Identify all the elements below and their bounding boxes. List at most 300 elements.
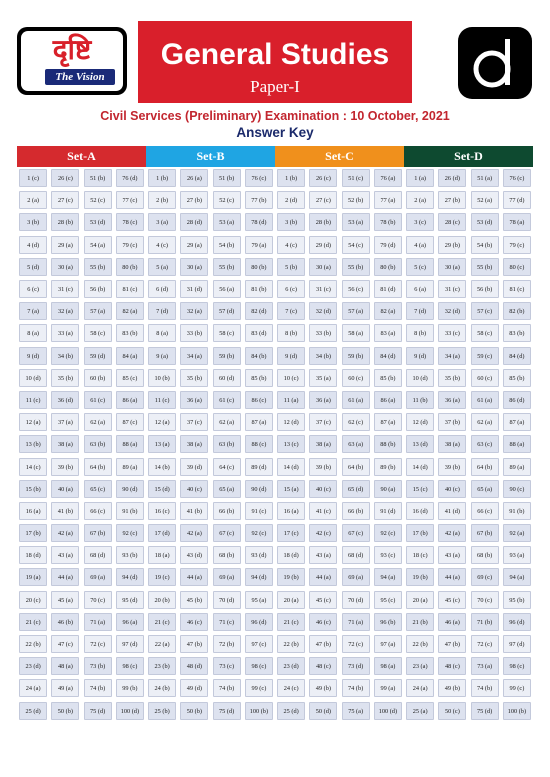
answer-cell-text: 81 (d) bbox=[374, 280, 402, 298]
answer-cell-text: 26 (c) bbox=[51, 169, 79, 187]
answer-cell-text: 4 (d) bbox=[19, 236, 47, 254]
answer-cell-text: 16 (d) bbox=[406, 502, 434, 520]
answer-cell-text: 17 (b) bbox=[406, 524, 434, 542]
answer-cell bbox=[501, 544, 533, 566]
answer-cell-text: 99 (c) bbox=[503, 679, 531, 697]
answer-cell-text: 22 (a) bbox=[148, 635, 176, 653]
answer-cell bbox=[49, 700, 81, 722]
answer-cell-text: 85 (b) bbox=[245, 369, 273, 387]
table-row bbox=[17, 677, 533, 699]
answer-cell bbox=[275, 345, 307, 367]
answer-cell-text: 15 (c) bbox=[406, 480, 434, 498]
answer-cell-text: 89 (b) bbox=[374, 458, 402, 476]
answer-cell-text: 56 (b) bbox=[471, 280, 499, 298]
answer-cell bbox=[275, 589, 307, 611]
answer-cell bbox=[243, 189, 275, 211]
answer-cell bbox=[211, 633, 243, 655]
answer-cell-text: 28 (b) bbox=[309, 213, 337, 231]
answer-cell bbox=[178, 345, 210, 367]
answer-cell-text: 5 (d) bbox=[19, 258, 47, 276]
answer-cell-text: 79 (c) bbox=[116, 236, 144, 254]
answer-cell-text: 15 (a) bbox=[277, 480, 305, 498]
answer-cell bbox=[372, 633, 404, 655]
answer-cell bbox=[404, 411, 436, 433]
answer-cell-text: 48 (d) bbox=[180, 657, 208, 675]
answer-cell-text: 77 (c) bbox=[116, 191, 144, 209]
answer-cell-text: 95 (c) bbox=[374, 591, 402, 609]
answer-cell bbox=[243, 633, 275, 655]
answer-cell bbox=[469, 389, 501, 411]
answer-cell-text: 7 (a) bbox=[19, 302, 47, 320]
answer-cell-text: 65 (a) bbox=[471, 480, 499, 498]
answer-cell-text: 69 (a) bbox=[342, 568, 370, 586]
answer-cell bbox=[243, 544, 275, 566]
answer-cell-text: 50 (c) bbox=[438, 702, 466, 720]
answer-cell-text: 95 (b) bbox=[503, 591, 531, 609]
answer-cell-text: 9 (a) bbox=[148, 347, 176, 365]
answer-cell-text: 57 (a) bbox=[84, 302, 112, 320]
answer-cell bbox=[340, 278, 372, 300]
answer-cell bbox=[211, 211, 243, 233]
answer-cell-text: 97 (d) bbox=[116, 635, 144, 653]
answer-cell bbox=[469, 256, 501, 278]
answer-cell bbox=[17, 345, 49, 367]
answer-cell-text: 48 (c) bbox=[309, 657, 337, 675]
answer-cell-text: 25 (d) bbox=[19, 702, 47, 720]
answer-cell-text: 70 (c) bbox=[84, 591, 112, 609]
answer-cell-text: 30 (a) bbox=[309, 258, 337, 276]
answer-cell-text: 22 (b) bbox=[406, 635, 434, 653]
answer-cell-text: 73 (b) bbox=[84, 657, 112, 675]
answer-cell bbox=[275, 411, 307, 433]
answer-cell bbox=[404, 322, 436, 344]
answer-cell bbox=[340, 455, 372, 477]
answer-cell-text: 86 (a) bbox=[116, 391, 144, 409]
answer-cell-text: 40 (c) bbox=[180, 480, 208, 498]
answer-cell bbox=[243, 611, 275, 633]
answer-cell-text: 85 (b) bbox=[503, 369, 531, 387]
answer-cell bbox=[146, 700, 178, 722]
answer-cell-text: 27 (c) bbox=[51, 191, 79, 209]
answer-cell-text: 26 (d) bbox=[438, 169, 466, 187]
answer-cell-text: 71 (c) bbox=[213, 613, 241, 631]
answer-cell bbox=[275, 167, 307, 189]
answer-cell bbox=[82, 189, 114, 211]
answer-cell bbox=[307, 367, 339, 389]
answer-cell-text: 41 (b) bbox=[51, 502, 79, 520]
answer-cell bbox=[501, 300, 533, 322]
answer-cell-text: 94 (a) bbox=[503, 568, 531, 586]
answer-cell bbox=[17, 322, 49, 344]
answer-cell-text: 50 (d) bbox=[309, 702, 337, 720]
answer-cell-text: 58 (a) bbox=[342, 324, 370, 342]
answer-cell-text: 90 (d) bbox=[245, 480, 273, 498]
answer-cell-text: 36 (a) bbox=[309, 391, 337, 409]
set-a-header: Set-A bbox=[17, 146, 146, 167]
answer-cell-text: 81 (b) bbox=[245, 280, 273, 298]
answer-cell-text: 76 (c) bbox=[503, 169, 531, 187]
answer-cell bbox=[178, 322, 210, 344]
answer-cell bbox=[211, 522, 243, 544]
answer-cell bbox=[82, 478, 114, 500]
answer-cell bbox=[275, 189, 307, 211]
answer-cell bbox=[49, 300, 81, 322]
answer-cell-text: 84 (b) bbox=[245, 347, 273, 365]
answer-cell bbox=[469, 278, 501, 300]
answer-cell bbox=[146, 234, 178, 256]
answer-cell-text: 29 (a) bbox=[180, 236, 208, 254]
answer-cell bbox=[146, 411, 178, 433]
answer-cell bbox=[501, 566, 533, 588]
table-row bbox=[17, 455, 533, 477]
answer-cell bbox=[243, 478, 275, 500]
answer-cell bbox=[146, 322, 178, 344]
answer-cell-text: 7 (d) bbox=[148, 302, 176, 320]
answer-cell-text: 35 (a) bbox=[309, 369, 337, 387]
answer-cell bbox=[404, 633, 436, 655]
answer-cell bbox=[178, 655, 210, 677]
answer-cell bbox=[436, 167, 468, 189]
answer-cell bbox=[17, 566, 49, 588]
answer-cell bbox=[436, 455, 468, 477]
answer-cell-text: 17 (d) bbox=[148, 524, 176, 542]
answer-cell-text: 49 (b) bbox=[438, 679, 466, 697]
table-row bbox=[17, 544, 533, 566]
answer-cell-text: 52 (b) bbox=[342, 191, 370, 209]
answer-cell bbox=[404, 522, 436, 544]
answer-cell-text: 52 (c) bbox=[84, 191, 112, 209]
answer-cell bbox=[114, 544, 146, 566]
answer-cell-text: 96 (d) bbox=[245, 613, 273, 631]
answer-cell-text: 94 (a) bbox=[374, 568, 402, 586]
answer-cell-text: 2 (a) bbox=[19, 191, 47, 209]
answer-cell bbox=[17, 367, 49, 389]
answer-cell-text: 48 (c) bbox=[438, 657, 466, 675]
answer-cell bbox=[307, 655, 339, 677]
answer-cell-text: 44 (a) bbox=[180, 568, 208, 586]
answer-cell-text: 12 (a) bbox=[148, 413, 176, 431]
answer-cell bbox=[211, 478, 243, 500]
answer-cell bbox=[49, 211, 81, 233]
exam-line: Civil Services (Preliminary) Examination : 10 October, 2021 bbox=[100, 109, 450, 123]
answer-cell-text: 58 (c) bbox=[84, 324, 112, 342]
header bbox=[0, 0, 550, 140]
answer-cell bbox=[49, 544, 81, 566]
answer-cell-text: 56 (c) bbox=[342, 280, 370, 298]
answer-cell-text: 65 (a) bbox=[213, 480, 241, 498]
answer-cell-text: 39 (b) bbox=[438, 458, 466, 476]
answer-cell bbox=[501, 367, 533, 389]
answer-cell-text: 20 (b) bbox=[148, 591, 176, 609]
answer-cell bbox=[178, 278, 210, 300]
answer-cell-text: 80 (b) bbox=[245, 258, 273, 276]
page-title: General Studies bbox=[160, 38, 390, 71]
answer-cell bbox=[469, 611, 501, 633]
answer-cell bbox=[243, 677, 275, 699]
answer-cell bbox=[340, 367, 372, 389]
answer-cell-text: 90 (a) bbox=[374, 480, 402, 498]
answer-cell bbox=[243, 256, 275, 278]
answer-cell-text: 66 (c) bbox=[84, 502, 112, 520]
answer-cell-text: 11 (a) bbox=[277, 391, 305, 409]
answer-cell-text: 31 (c) bbox=[309, 280, 337, 298]
answer-cell bbox=[436, 389, 468, 411]
answer-cell bbox=[243, 589, 275, 611]
answer-cell-text: 88 (a) bbox=[116, 435, 144, 453]
answer-cell bbox=[243, 433, 275, 455]
answer-cell bbox=[82, 278, 114, 300]
answer-cell-text: 82 (a) bbox=[374, 302, 402, 320]
answer-cell bbox=[243, 522, 275, 544]
logo-vision-text: The Vision bbox=[45, 69, 115, 85]
answer-cell bbox=[114, 300, 146, 322]
answer-cell bbox=[469, 411, 501, 433]
answer-cell-text: 9 (d) bbox=[277, 347, 305, 365]
answer-cell-text: 4 (c) bbox=[277, 236, 305, 254]
answer-cell-text: 23 (a) bbox=[406, 657, 434, 675]
answer-cell bbox=[146, 167, 178, 189]
table-row bbox=[17, 345, 533, 367]
answer-cell bbox=[211, 589, 243, 611]
answer-cell bbox=[211, 189, 243, 211]
answer-cell bbox=[436, 433, 468, 455]
answer-cell bbox=[17, 211, 49, 233]
answer-cell bbox=[82, 611, 114, 633]
answer-cell bbox=[372, 211, 404, 233]
answer-cell bbox=[114, 411, 146, 433]
answer-cell bbox=[340, 700, 372, 722]
answer-cell bbox=[275, 256, 307, 278]
answer-cell-text: 96 (d) bbox=[503, 613, 531, 631]
answer-cell bbox=[307, 500, 339, 522]
answer-cell-text: 49 (b) bbox=[309, 679, 337, 697]
answer-cell bbox=[275, 367, 307, 389]
answer-cell bbox=[178, 367, 210, 389]
answer-cell bbox=[114, 500, 146, 522]
answer-cell-text: 30 (a) bbox=[51, 258, 79, 276]
answer-cell-text: 20 (a) bbox=[406, 591, 434, 609]
answer-cell bbox=[82, 566, 114, 588]
answer-cell-text: 87 (a) bbox=[503, 413, 531, 431]
answer-cell bbox=[372, 389, 404, 411]
answer-cell-text: 5 (a) bbox=[148, 258, 176, 276]
answer-cell bbox=[469, 345, 501, 367]
answer-cell bbox=[340, 633, 372, 655]
answer-cell bbox=[178, 700, 210, 722]
answer-cell-text: 28 (d) bbox=[180, 213, 208, 231]
answer-cell-text: 31 (c) bbox=[51, 280, 79, 298]
answer-cell bbox=[501, 700, 533, 722]
answer-cell bbox=[436, 522, 468, 544]
answer-cell-text: 88 (a) bbox=[503, 435, 531, 453]
answer-cell bbox=[17, 478, 49, 500]
answer-cell-text: 14 (b) bbox=[148, 458, 176, 476]
answer-cell bbox=[17, 167, 49, 189]
table-row bbox=[17, 522, 533, 544]
answer-cell bbox=[114, 566, 146, 588]
answer-cell-text: 38 (a) bbox=[438, 435, 466, 453]
answer-cell bbox=[178, 633, 210, 655]
answer-cell-text: 67 (b) bbox=[471, 524, 499, 542]
answer-cell bbox=[275, 300, 307, 322]
answer-cell-text: 45 (c) bbox=[438, 591, 466, 609]
answer-cell bbox=[17, 411, 49, 433]
answer-cell-text: 77 (b) bbox=[245, 191, 273, 209]
answer-cell-text: 13 (b) bbox=[19, 435, 47, 453]
answer-cell bbox=[372, 500, 404, 522]
answer-cell-text: 67 (c) bbox=[342, 524, 370, 542]
answer-cell-text: 43 (a) bbox=[438, 546, 466, 564]
answer-cell bbox=[307, 589, 339, 611]
answer-cell-text: 53 (d) bbox=[471, 213, 499, 231]
answer-cell bbox=[146, 544, 178, 566]
answer-cell-text: 97 (a) bbox=[374, 635, 402, 653]
answer-cell-text: 62 (a) bbox=[84, 413, 112, 431]
answer-cell bbox=[178, 478, 210, 500]
answer-cell bbox=[211, 500, 243, 522]
answer-cell bbox=[17, 589, 49, 611]
answer-cell-text: 93 (a) bbox=[503, 546, 531, 564]
answer-cell bbox=[307, 522, 339, 544]
answer-cell-text: 60 (d) bbox=[213, 369, 241, 387]
answer-cell bbox=[114, 522, 146, 544]
answer-cell bbox=[146, 655, 178, 677]
answer-cell-text: 98 (c) bbox=[116, 657, 144, 675]
answer-cell-text: 16 (c) bbox=[148, 502, 176, 520]
answer-cell bbox=[340, 211, 372, 233]
answer-cell-text: 81 (c) bbox=[116, 280, 144, 298]
answer-cell-text: 28 (b) bbox=[51, 213, 79, 231]
answer-cell-text: 63 (b) bbox=[84, 435, 112, 453]
answer-cell bbox=[404, 234, 436, 256]
answer-cell-text: 89 (d) bbox=[245, 458, 273, 476]
answer-cell bbox=[501, 189, 533, 211]
answer-cell-text: 68 (b) bbox=[213, 546, 241, 564]
answer-cell bbox=[114, 677, 146, 699]
answer-cell-text: 28 (c) bbox=[438, 213, 466, 231]
answer-cell-text: 29 (d) bbox=[309, 236, 337, 254]
answer-cell bbox=[340, 300, 372, 322]
answer-cell bbox=[211, 389, 243, 411]
answer-cell bbox=[243, 300, 275, 322]
answer-cell-text: 63 (c) bbox=[471, 435, 499, 453]
answer-cell bbox=[469, 167, 501, 189]
answer-cell-text: 33 (a) bbox=[51, 324, 79, 342]
answer-cell bbox=[211, 677, 243, 699]
answer-cell bbox=[82, 700, 114, 722]
answer-cell-text: 83 (b) bbox=[116, 324, 144, 342]
answer-cell-text: 97 (c) bbox=[245, 635, 273, 653]
answer-cell bbox=[17, 433, 49, 455]
table-row bbox=[17, 611, 533, 633]
answer-cell-text: 1 (c) bbox=[19, 169, 47, 187]
answer-cell-text: 43 (d) bbox=[180, 546, 208, 564]
answer-cell bbox=[469, 633, 501, 655]
answer-cell bbox=[307, 611, 339, 633]
answer-cell bbox=[114, 633, 146, 655]
answer-cell-text: 59 (b) bbox=[342, 347, 370, 365]
answer-cell bbox=[436, 700, 468, 722]
answer-cell bbox=[404, 655, 436, 677]
answer-cell-text: 41 (c) bbox=[309, 502, 337, 520]
answer-cell bbox=[17, 455, 49, 477]
answer-cell-text: 10 (d) bbox=[19, 369, 47, 387]
answer-cell bbox=[243, 234, 275, 256]
answer-cell bbox=[372, 234, 404, 256]
answer-cell-text: 67 (b) bbox=[84, 524, 112, 542]
title-banner bbox=[138, 21, 412, 103]
answer-cell bbox=[114, 345, 146, 367]
answer-cell-text: 70 (c) bbox=[471, 591, 499, 609]
answer-cell-text: 6 (d) bbox=[148, 280, 176, 298]
answer-cell-text: 18 (d) bbox=[277, 546, 305, 564]
answer-cell-text: 3 (b) bbox=[19, 213, 47, 231]
answer-cell-text: 8 (b) bbox=[406, 324, 434, 342]
answer-cell bbox=[340, 167, 372, 189]
answer-cell bbox=[49, 455, 81, 477]
answer-cell bbox=[17, 300, 49, 322]
answer-cell-text: 5 (c) bbox=[406, 258, 434, 276]
answer-cell bbox=[340, 655, 372, 677]
answer-cell bbox=[469, 589, 501, 611]
answer-cell-text: 25 (b) bbox=[148, 702, 176, 720]
answer-cell-text: 75 (d) bbox=[84, 702, 112, 720]
table-row bbox=[17, 633, 533, 655]
answer-cell bbox=[275, 544, 307, 566]
answer-cell bbox=[275, 389, 307, 411]
answer-cell-text: 78 (c) bbox=[116, 213, 144, 231]
answer-cell bbox=[17, 189, 49, 211]
answer-cell bbox=[372, 300, 404, 322]
answer-cell bbox=[404, 367, 436, 389]
answer-cell-text: 67 (c) bbox=[213, 524, 241, 542]
answer-cell bbox=[340, 589, 372, 611]
answer-cell bbox=[404, 500, 436, 522]
answer-cell-text: 21 (b) bbox=[406, 613, 434, 631]
answer-cell-text: 40 (c) bbox=[438, 480, 466, 498]
answer-cell-text: 40 (c) bbox=[309, 480, 337, 498]
answer-cell bbox=[404, 700, 436, 722]
answer-cell-text: 62 (a) bbox=[213, 413, 241, 431]
answer-cell-text: 90 (d) bbox=[116, 480, 144, 498]
answer-cell bbox=[82, 367, 114, 389]
answer-cell bbox=[178, 566, 210, 588]
answer-cell bbox=[372, 478, 404, 500]
answer-cell bbox=[307, 700, 339, 722]
table-row bbox=[17, 389, 533, 411]
answer-cell bbox=[17, 389, 49, 411]
answer-cell-text: 5 (b) bbox=[277, 258, 305, 276]
answer-cell bbox=[469, 677, 501, 699]
answer-cell bbox=[404, 455, 436, 477]
answer-cell bbox=[307, 677, 339, 699]
answer-cell bbox=[275, 611, 307, 633]
answer-cell bbox=[436, 234, 468, 256]
answer-cell bbox=[275, 522, 307, 544]
answer-cell bbox=[17, 234, 49, 256]
table-row bbox=[17, 211, 533, 233]
answer-cell bbox=[243, 367, 275, 389]
answer-cell-text: 92 (c) bbox=[374, 524, 402, 542]
answer-cell bbox=[436, 478, 468, 500]
answer-cell-text: 58 (c) bbox=[213, 324, 241, 342]
table-row bbox=[17, 433, 533, 455]
answer-cell bbox=[178, 167, 210, 189]
answer-cell bbox=[501, 500, 533, 522]
answer-cell bbox=[501, 633, 533, 655]
answer-cell-text: 68 (d) bbox=[342, 546, 370, 564]
answer-cell-text: 100 (b) bbox=[245, 702, 273, 720]
